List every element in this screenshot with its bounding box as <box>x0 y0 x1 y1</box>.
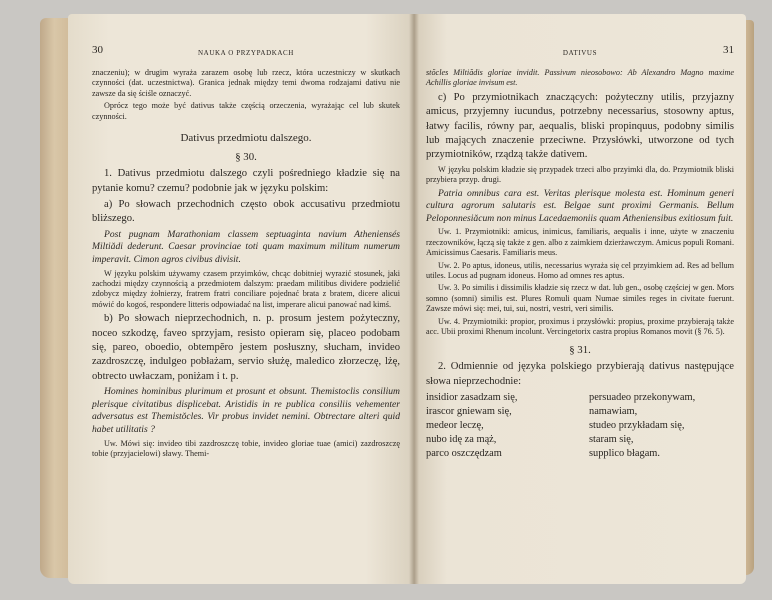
uw-2-paragraph: Uw. 2. Po aptus, idoneus, utilis, necessarius wyraża się cel przyimkiem ad. Res ad bellum utiles. Locus ad pugnam idoneus. Homo ad omnes res aptus. <box>426 260 734 281</box>
book-spine-shadow <box>409 14 419 584</box>
uw-3-paragraph: Uw. 3. Po similis i dissimilis kładzie się rzecz w dat. lub gen., osobę częściej w gen. Mors somno (somni) similis est. Plures Romuli quam Numae similes reges in civitate fuerunt. Zawsze mówi się: mei, tui, sui, nostri, vestri, veri similis. <box>426 283 734 314</box>
rule-1-paragraph: 1. Dativus przedmiotu dalszego czyli pośredniego kładzie się na pytanie komu? czemu? podobnie jak w języku polskim: <box>92 168 400 194</box>
right-continued-paragraph: stŏcles Miltiădis gloriae invidit. Passivum nieosobowo: Ab Alexandro Magno maxime Achillis gloriae invisum est. <box>426 68 734 88</box>
section-heading: Dativus przedmiotu dalszego. <box>180 132 312 145</box>
note-a-paragraph: W języku polskim używamy czasem przyimków, chcąc dobitniej wyrazić stosunek, jaki zachodzi między czynnością a przedmiotem dalszym: praedam militibus dividere podzielić zdobycz między żołnierzy, fratrem fratri conciliare pojednać brata z bratem, dicere alicui mówić do kogoś, respondere litteris odpowiadać na list, imperare alicui panować nad kimś. <box>92 268 400 309</box>
uw-4-paragraph: Uw. 4. Przymiotniki: propior, proximus i przysłówki: propius, proxime przybierają także acc. Ubii proximi Rhenum incolunt. Vercingetorix castra propius Romanos movit (§ 76. 5). <box>426 316 734 337</box>
verb-item: nubo idę za mąż, <box>426 433 497 445</box>
rule-b-paragraph: b) Po słowach nieprzechodnich, n. p. prosum jestem pożyteczny, noceo szkodzę, faveo sprzyjam, resisto opieram się, placeo podobam się, pareo, oboedio, obtempĕro jestem posłuszny, słucham, invideo zazdroszczę, indulgeo pobłażam, servio służę, maledico złorzeczę, lżę, obtrecto uwłaczam, poniżam i t. p. <box>92 313 400 382</box>
rule-a-paragraph: a) Po słowach przechodnich często obok accusativu przedmiotu bliższego. <box>92 199 400 225</box>
rule-c-paragraph: c) Po przymiotnikach znaczących: pożyteczny utilis, przyjazny amicus, przyjemny iucundus, potrzebny necessarius, stosowny aptus, łatwy facilis, równy par, aequalis, bliski propinquus, podobny similis lub mających znaczenie przeciwne. Przysłówki, utworzone od tych przymiotników, rządzą także dativem. <box>426 91 734 161</box>
left-continued-paragraph: znaczeniu); w drugim wyraża zarazem osobę lub rzecz, która uczestniczy w skutkach czynności (dat. uczestnictwa). Granica jednak między temi dwoma rodzajami dativu nie zawsze da się ściśle oznaczyć. <box>92 68 400 98</box>
verb-item: insidior zasadzam się, <box>426 391 518 403</box>
left-note-paragraph: Oprócz tego może być dativus także częścią orzeczenia, wyrażając cel lub skutek czynności. <box>92 101 400 121</box>
verb-item: persuadeo przekonywam, <box>589 391 696 403</box>
verb-item: studeo przykładam się, <box>589 419 685 431</box>
verb-item: irascor gniewam się, <box>426 405 512 417</box>
note-c-paragraph: W języku polskim kładzie się przypadek trzeci albo przyimki dla, do. Przymiotnik bliski przybiera przyp. drugi. <box>426 164 734 185</box>
left-running-head: NAUKA O PRZYPADKACH <box>198 49 294 57</box>
section-31-mark: § 31. <box>569 343 591 356</box>
left-page <box>68 14 414 584</box>
latin-examples-a: Post pugnam Marathoniam classem septuaginta navium Atheniensés Miltiădi dederunt. Caesar provinciae toti quam maximum militum numerum imperavit. Cimon agros civibus divisit. <box>92 228 400 266</box>
right-page <box>414 14 746 584</box>
right-page-number: 31 <box>723 44 734 56</box>
latin-examples-c: Patria omnibus cara est. Veritas plerisque molesta est. Hominum generi cultura agrorum salutaris est. Belgae sunt proximi Germanis. Bellum Peloponnesiăcum non minus Lacedaemoniis quam Atheniensibus exitiosum fuit. <box>426 187 734 224</box>
verb-list <box>426 391 734 461</box>
verb-item: supplico błagam. <box>589 447 660 459</box>
left-page-number: 30 <box>92 44 103 56</box>
page-edges-right <box>746 20 754 575</box>
uw-b-paragraph: Uw. Mówi się: invideo tibi zazdroszczę tobie, invideo gloriae tuae (amici) zazdroszczę tobie (przyjacielowi) sławy. Themi- <box>92 438 400 459</box>
left-running-header <box>92 44 400 60</box>
section-30-mark: § 30. <box>235 150 257 163</box>
rule-2-paragraph: 2. Odmiennie od języka polskiego przybierają dativus następujące słowa nieprzechodnie: <box>426 361 734 387</box>
verb-item: parco oszczędzam <box>426 447 502 459</box>
latin-examples-b: Homines hominibus plurimum et prosunt et obsunt. Themistoclis consilium plerisque civitatibus displicebat. Aristidis in re publica consiliis vehementer adversatus est Themistŏcles. Vir probus invidet nemini. Obtrectare alteri quid habet utilitatis ? <box>92 386 400 436</box>
right-running-header <box>426 44 734 60</box>
right-running-head: DATIVUS <box>562 49 598 57</box>
verb-item: staram się, <box>589 433 634 445</box>
uw-1-paragraph: Uw. 1. Przymiotniki: amicus, inimicus, familiaris, aequalis i inne, użyte w znaczeniu rzeczowników, łączą się także z gen. albo z zaimkiem dzierżawczym. Amicus populi Romani. Amicissimus Caesaris. Familiaris meus. <box>426 227 734 258</box>
open-book <box>40 10 754 590</box>
verb-item: namawiam, <box>589 405 638 417</box>
verb-item: medeor leczę, <box>426 419 484 431</box>
